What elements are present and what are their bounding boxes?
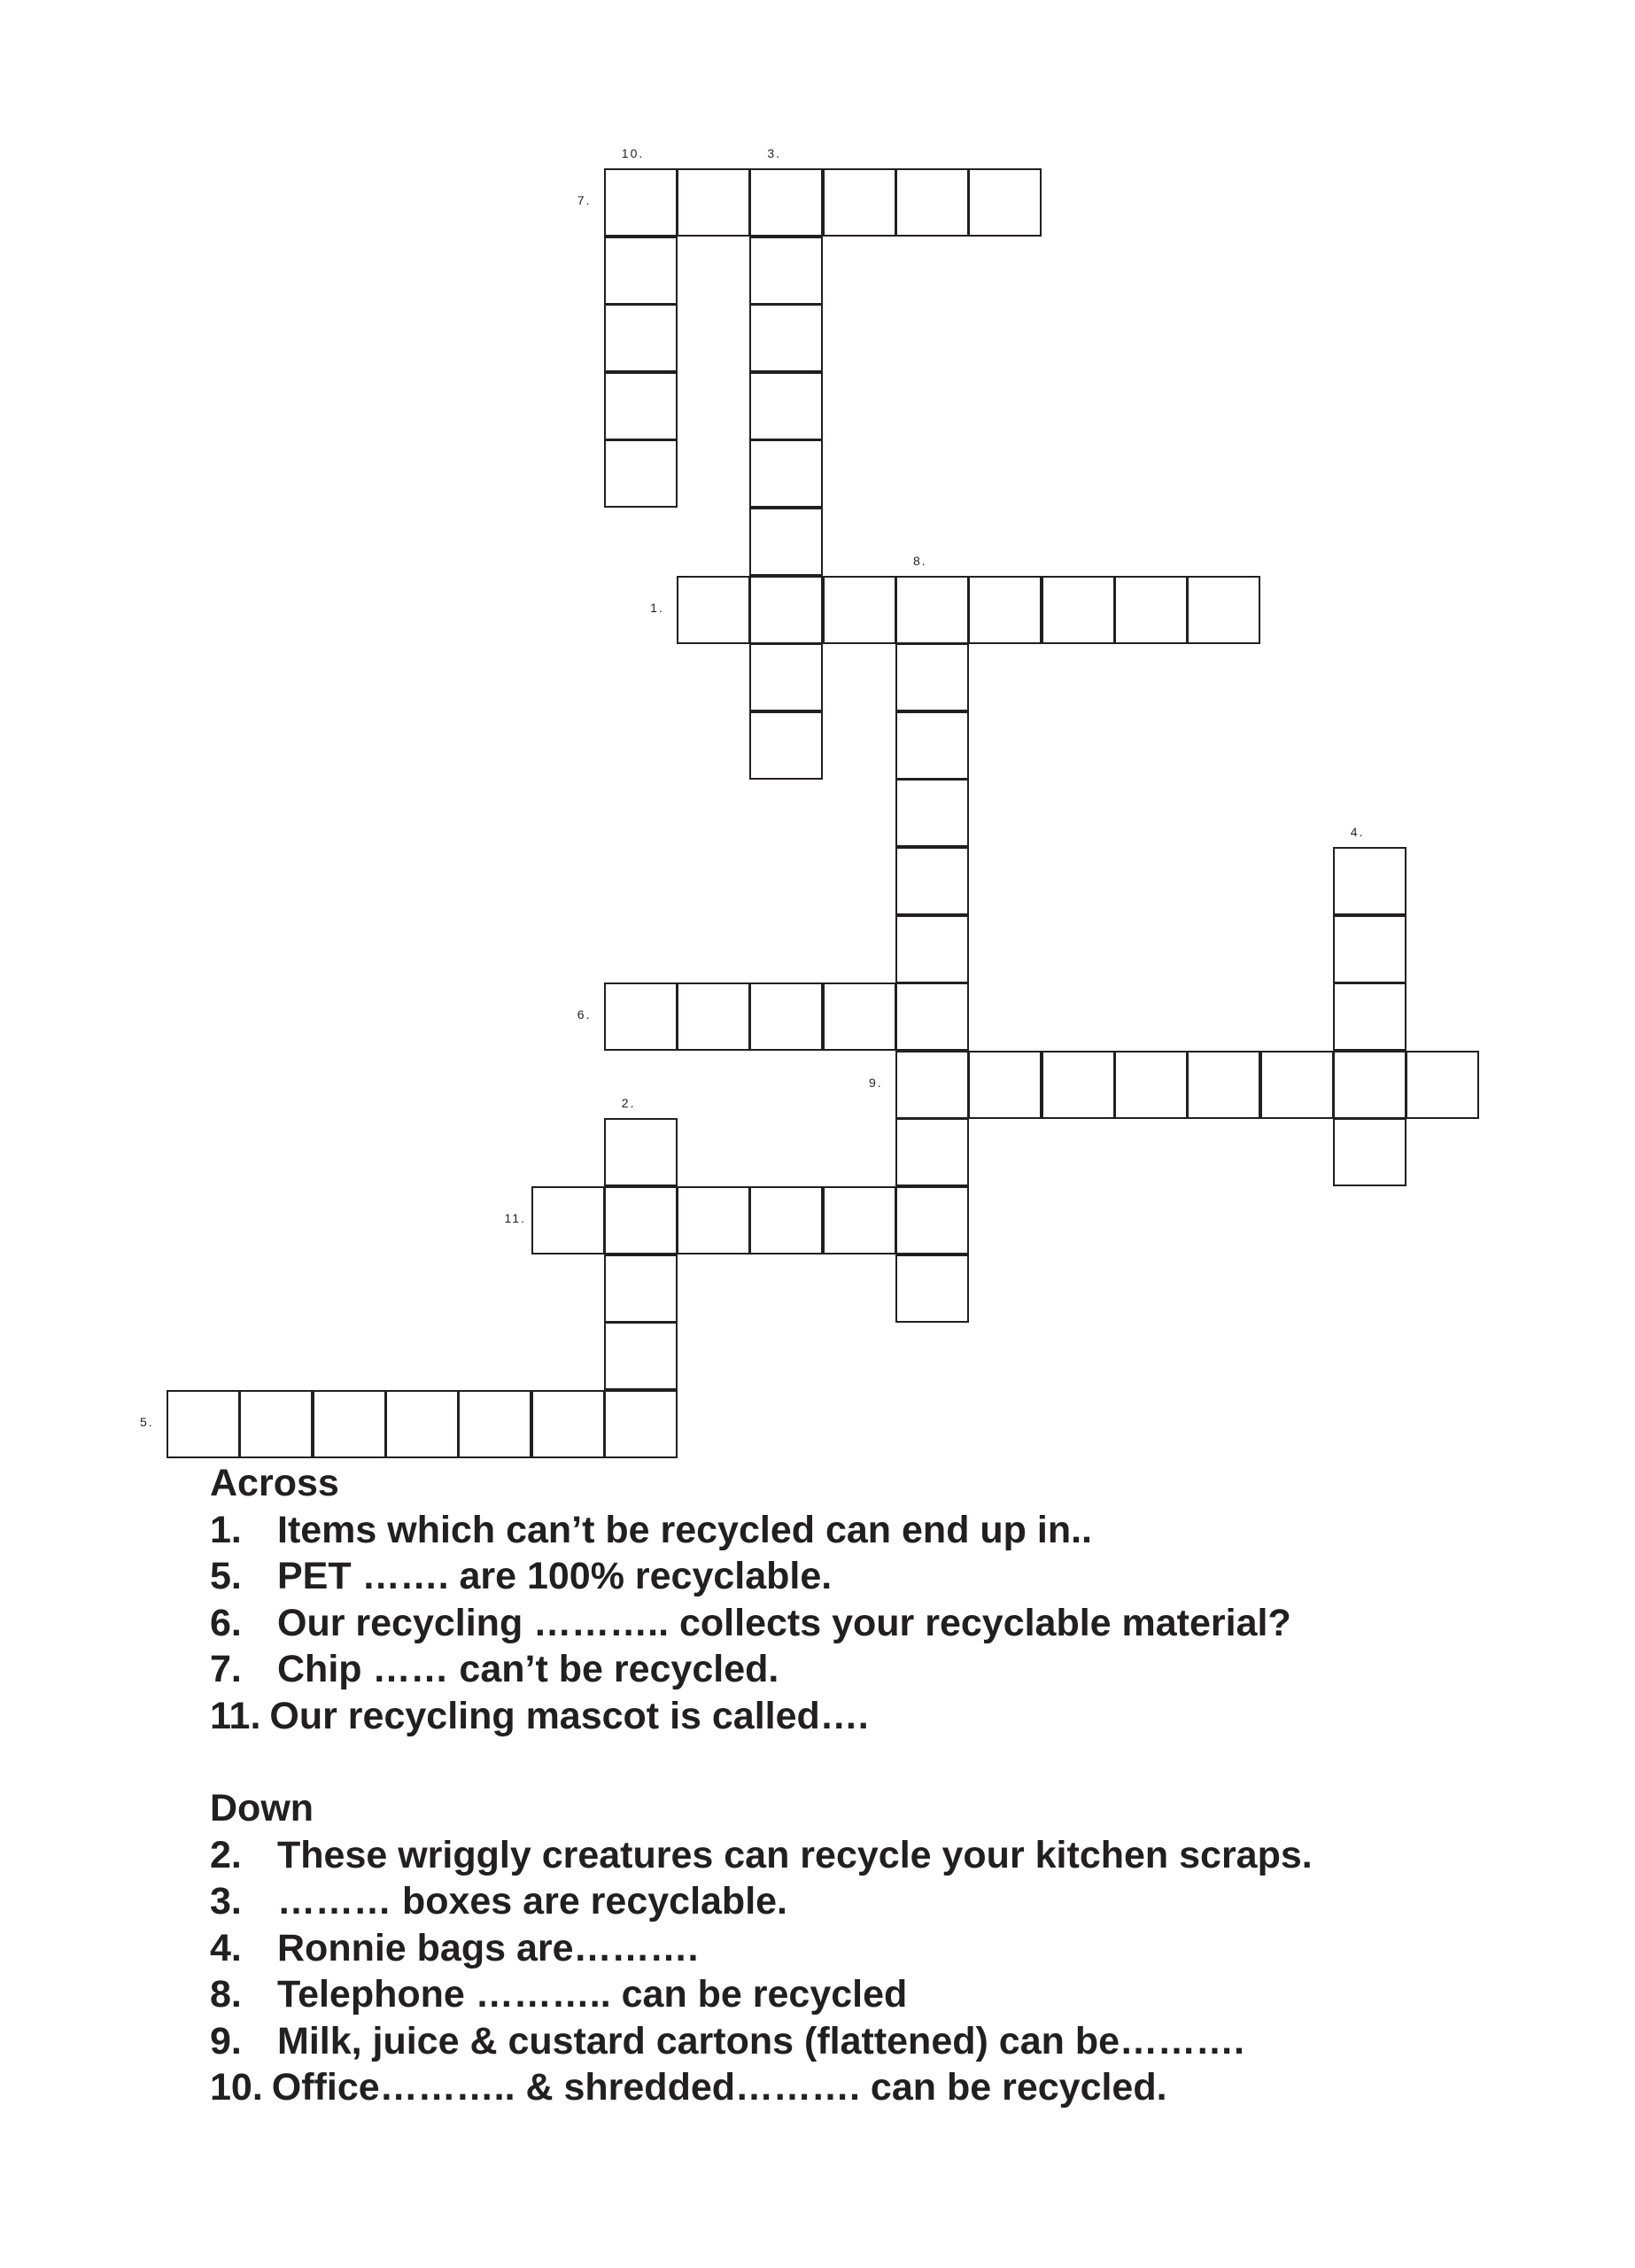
down-clue [210,1971,1592,2018]
across-clue-text: PET ……. are 100% recyclable. [277,1555,833,1597]
clue-number-label: 2. [621,1096,636,1111]
crossword-cell[interactable] [895,1186,969,1254]
crossword-cell[interactable] [313,1390,386,1458]
crossword-cell[interactable] [895,779,969,847]
down-clue-number: 8. [210,1973,242,2016]
crossword-cell[interactable] [895,643,969,711]
crossword-cell[interactable] [895,847,969,915]
crossword-cell[interactable] [677,983,750,1051]
down-clue [210,1878,1592,1925]
crossword-cell[interactable] [895,983,969,1051]
down-clue-number: 3. [210,1880,242,1922]
across-clue-number: 7. [210,1648,242,1690]
crossword-cell[interactable] [531,1186,605,1254]
down-clue-list [210,1832,1592,2111]
crossword-cell[interactable] [749,372,823,440]
clues-section [210,1460,1592,2111]
across-heading: Across [210,1462,339,1504]
crossword-cell[interactable] [1260,1051,1334,1119]
crossword-cell[interactable] [1333,1051,1406,1119]
crossword-cell[interactable] [677,576,750,644]
crossword-cell[interactable] [1114,576,1188,644]
crossword-cell[interactable] [531,1390,605,1458]
crossword-cell[interactable] [895,915,969,983]
crossword-cell[interactable] [385,1390,459,1458]
crossword-cell[interactable] [604,372,678,440]
crossword-cell[interactable] [823,983,896,1051]
crossword-cell[interactable] [458,1390,531,1458]
clue-number-label: 6. [577,1007,592,1022]
crossword-cell[interactable] [895,1118,969,1186]
across-clue-text: Items which can’t be recycled can end up in.. [277,1508,1092,1551]
crossword-cell[interactable] [895,1051,969,1119]
across-clue-text: Chip …… can’t be recycled. [277,1648,779,1690]
across-clue [210,1693,1592,1740]
clue-number-label: 3. [767,146,782,160]
down-clue-text: Milk, juice & custard cartons (flattened) can be………. [277,2019,1244,2062]
clue-number-label: 5. [140,1414,154,1429]
down-clue-number: 4. [210,1926,242,1969]
clue-number-label: 11. [504,1211,526,1225]
crossword-cell[interactable] [604,1186,678,1254]
crossword-cell[interactable] [1333,915,1406,983]
across-clue [210,1553,1592,1600]
clue-number-label: 1. [650,600,664,615]
across-clue-number: 11. [210,1694,261,1737]
crossword-cell[interactable] [968,576,1042,644]
down-clue-number: 2. [210,1833,242,1876]
crossword-cell[interactable] [749,1186,823,1254]
across-clue [210,1646,1592,1693]
crossword-cell[interactable] [895,711,969,780]
crossword-cell[interactable] [1406,1051,1479,1119]
down-clue-number: 9. [210,2019,242,2062]
across-clue [210,1600,1592,1647]
across-clue-number: 1. [210,1508,242,1551]
clue-number-label: 8. [913,553,927,568]
crossword-cell[interactable] [1333,1118,1406,1186]
crossword-cell[interactable] [749,643,823,711]
across-clue-text: Our recycling mascot is called…. [269,1694,869,1737]
crossword-cell[interactable] [1333,983,1406,1051]
down-clue [210,2018,1592,2065]
crossword-cell[interactable] [239,1390,313,1458]
crossword-cell[interactable] [604,1322,678,1390]
crossword-cell[interactable] [895,576,969,644]
crossword-cell[interactable] [677,1186,750,1254]
crossword-cell[interactable] [604,1254,678,1323]
clue-number-label: 7. [577,193,592,207]
down-clue [210,2064,1592,2111]
crossword-cell[interactable] [895,168,969,237]
crossword-cell[interactable] [749,439,823,508]
crossword-cell[interactable] [604,304,678,372]
crossword-cell[interactable] [1042,1051,1115,1119]
down-clue-text: Ronnie bags are………. [277,1926,699,1969]
crossword-cell[interactable] [604,983,678,1051]
down-clue-text: These wriggly creatures can recycle your kitchen scraps. [277,1833,1313,1876]
crossword-cell[interactable] [604,168,678,237]
crossword-cell[interactable] [823,168,896,237]
crossword-cell[interactable] [604,1390,678,1458]
clue-number-label: 4. [1350,825,1365,839]
across-clue-text: Our recycling ……….. collects your recyclable material? [277,1601,1291,1644]
crossword-cell[interactable] [749,304,823,372]
crossword-cell[interactable] [895,1254,969,1323]
crossword-cell[interactable] [823,1186,896,1254]
across-clue-number: 6. [210,1601,242,1644]
down-clue-text: Office……….. & shredded………. can be recycled. [271,2066,1167,2109]
clue-number-label: 10. [621,146,645,160]
down-clue [210,1925,1592,1972]
crossword-cell[interactable] [1114,1051,1188,1119]
across-clue-list [210,1507,1592,1740]
crossword-cell[interactable] [677,168,750,237]
crossword-cell[interactable] [968,168,1042,237]
crossword-cell[interactable] [968,1051,1042,1119]
down-clue [210,1832,1592,1879]
crossword-cell[interactable] [749,711,823,780]
crossword-cell[interactable] [167,1390,240,1458]
across-clue-number: 5. [210,1555,242,1597]
crossword-cell[interactable] [604,439,678,508]
crossword-cell[interactable] [1187,576,1260,644]
down-clue-number: 10. [210,2066,263,2109]
down-clue-text: Telephone ……….. can be recycled [277,1973,908,2016]
crossword-cell[interactable] [749,508,823,576]
down-heading: Down [210,1787,314,1829]
crossword-cell[interactable] [749,237,823,305]
crossword-cell[interactable] [749,168,823,237]
across-clue [210,1507,1592,1554]
crossword-cell[interactable] [1333,847,1406,915]
clue-number-label: 9. [869,1075,883,1090]
crossword-cell[interactable] [604,237,678,305]
crossword-cell[interactable] [749,983,823,1051]
crossword-cell[interactable] [1187,1051,1260,1119]
crossword-cell[interactable] [1042,576,1115,644]
down-clue-text: ……… boxes are recyclable. [277,1880,788,1922]
crossword-cell[interactable] [604,1118,678,1186]
crossword-cell[interactable] [823,576,896,644]
crossword-cell[interactable] [749,576,823,644]
